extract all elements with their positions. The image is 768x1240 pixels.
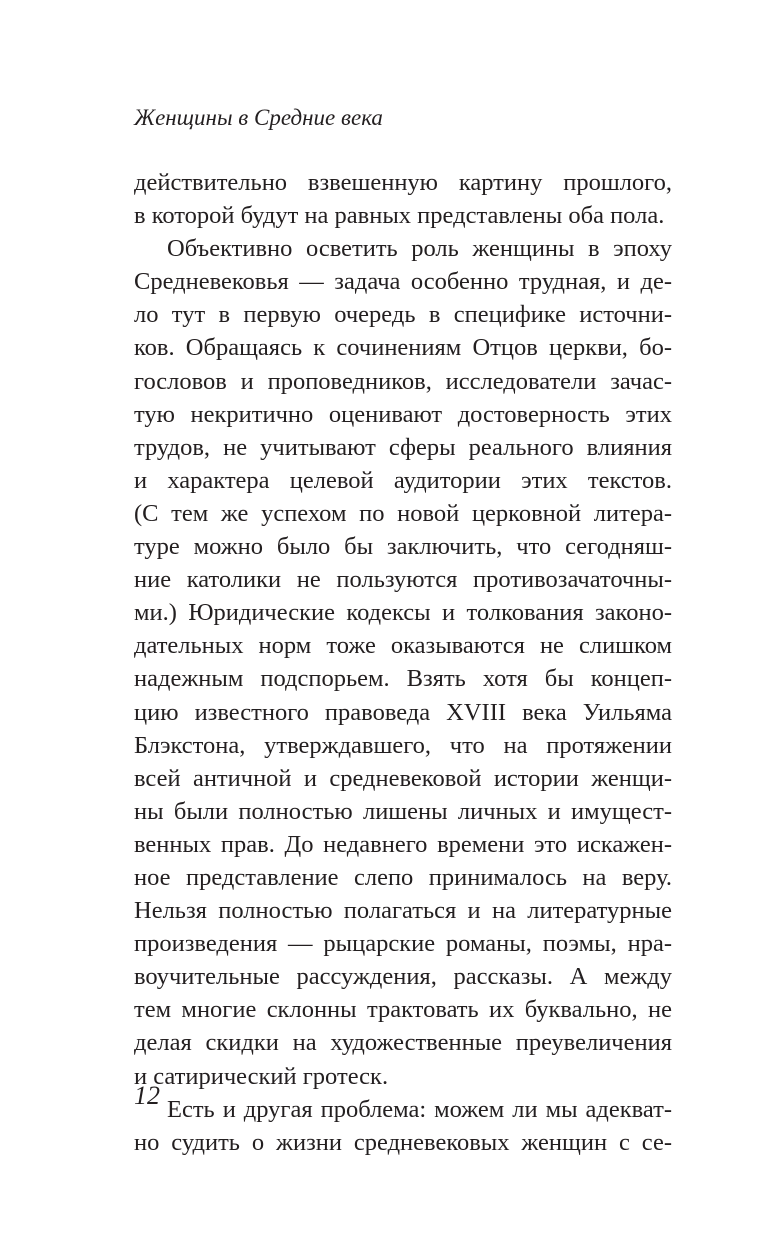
text-line: воучительные рассуждения, рассказы. А между: [134, 963, 672, 991]
text-line: надежным подспорьем. Взять хотя бы концеп-: [134, 665, 672, 693]
text-line: трудов, не учитывают сферы реального влияния: [134, 433, 672, 461]
text-line: и характера целевой аудитории этих текстов.: [134, 466, 672, 494]
text-line: Есть и другая проблема: можем ли мы адекват-: [167, 1095, 672, 1123]
text-line: ков. Обращаясь к сочинениям Отцов церкви, бо-: [134, 334, 672, 362]
text-line: туре можно было бы заключить, что сегодняш-: [134, 533, 672, 561]
text-line: всей античной и средневековой истории женщи-: [134, 764, 672, 792]
text-line: ное представление слепо принималось на веру.: [134, 863, 672, 891]
text-line: тем многие склонны трактовать их буквально, не: [134, 996, 672, 1024]
text-line: тую некритично оценивают достоверность этих: [134, 400, 672, 428]
text-line: произведения — рыцарские романы, поэмы, нра-: [134, 930, 672, 958]
text-line: дательных норм тоже оказываются не слишком: [134, 632, 672, 660]
text-line: ние католики не пользуются противозачаточны-: [134, 566, 672, 594]
text-line: и сатирический гротеск.: [134, 1062, 389, 1090]
text-line: ми.) Юридические кодексы и толкования законо-: [134, 599, 672, 627]
text-line: (С тем же успехом по новой церковной литера-: [134, 499, 672, 527]
text-line: Объективно осветить роль женщины в эпоху: [167, 235, 672, 263]
text-line: делая скидки на художественные преувеличения: [134, 1029, 672, 1057]
text-line: ло тут в первую очередь в специфике источни-: [134, 301, 672, 329]
text-line: цию известного правоведа XVIII века Уильяма: [134, 698, 672, 726]
page-number: 12: [134, 1081, 160, 1110]
body-text: [134, 166, 672, 1159]
text-line: Средневековья — задача особенно трудная, и де-: [134, 268, 672, 296]
text-line: венных прав. До недавнего времени это искажен-: [134, 830, 672, 858]
text-line: Нельзя полностью полагаться и на литературные: [134, 897, 672, 925]
text-line: гословов и проповедников, исследователи зачас-: [134, 367, 672, 395]
running-head: Женщины в Средние века: [134, 105, 383, 130]
text-line: Блэкстона, утверждавшего, что на протяжении: [134, 731, 672, 759]
text-line: ны были полностью лишены личных и имущест-: [134, 797, 672, 825]
text-line: действительно взвешенную картину прошлого,: [134, 169, 672, 196]
text-line: но судить о жизни средневековых женщин с се-: [134, 1128, 672, 1156]
text-line: в которой будут на равных представлены оба пола.: [134, 202, 665, 230]
